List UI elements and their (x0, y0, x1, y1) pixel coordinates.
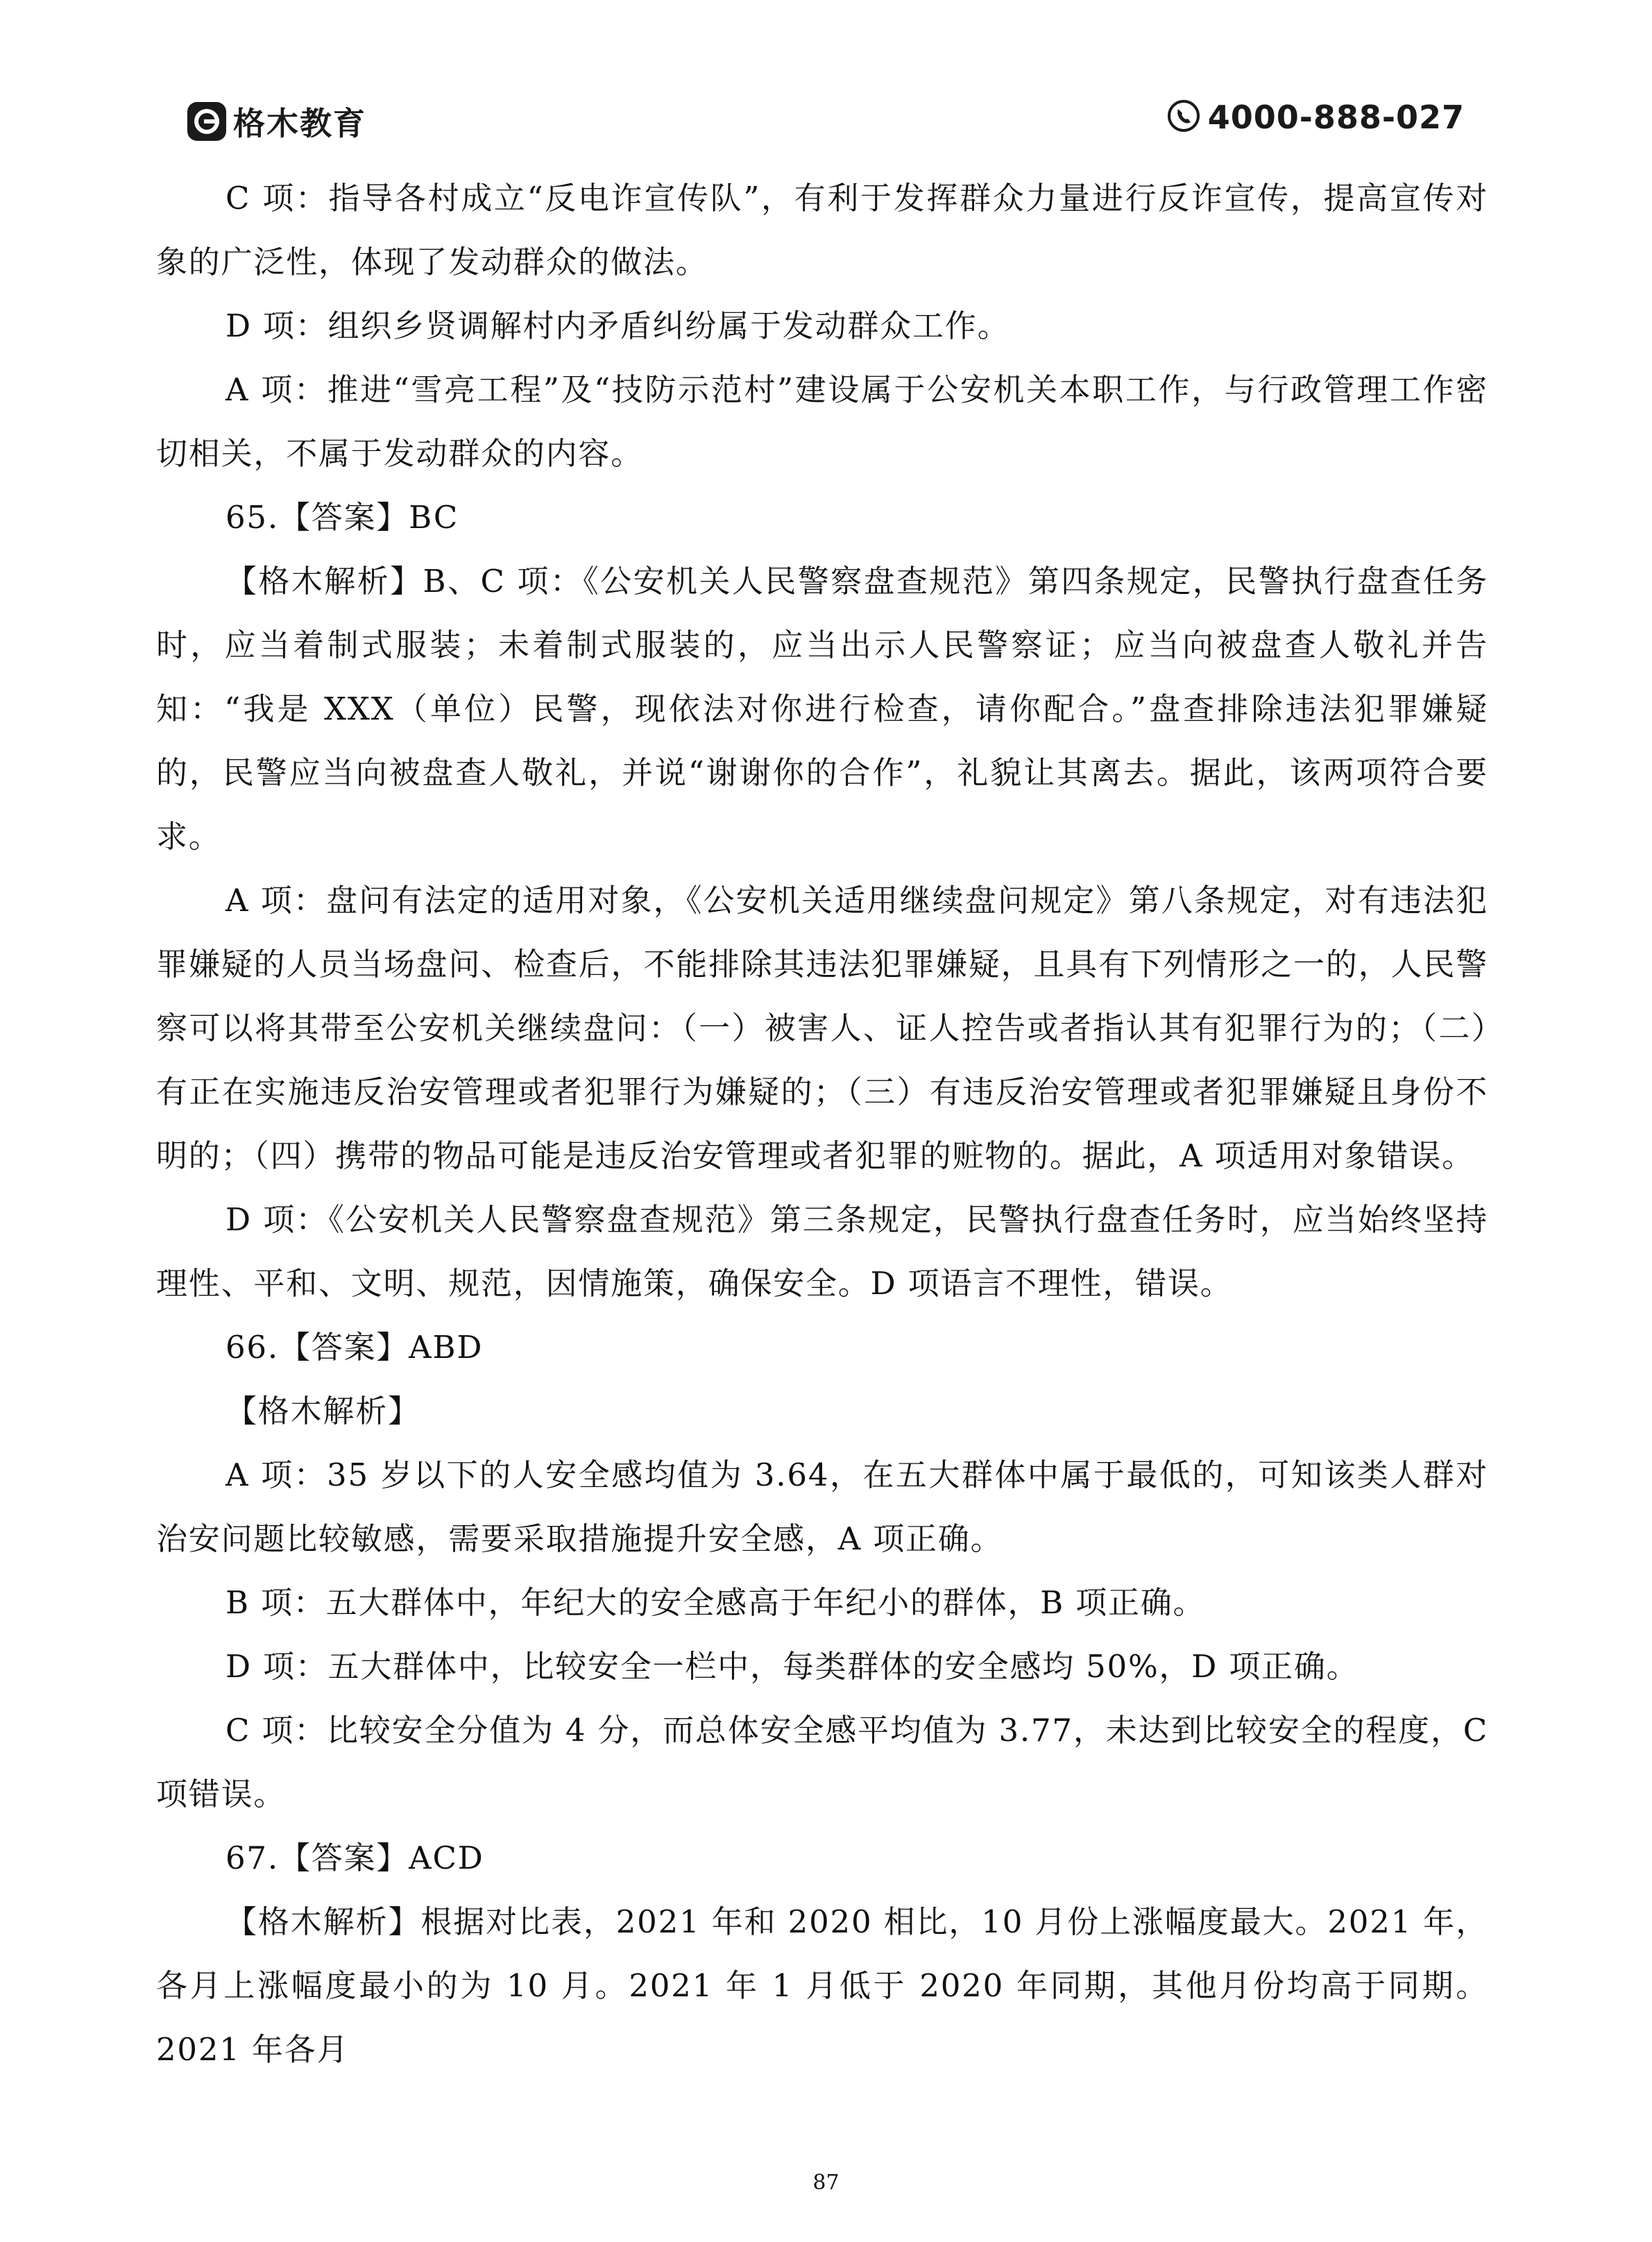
page-number: 87 (812, 2171, 840, 2195)
paragraph: A 项：盘问有法定的适用对象，《公安机关适用继续盘问规定》第八条规定，对有违法犯罪嫌疑的人员当场盘问、检查后，不能排除其违法犯罪嫌疑，且具有下列情形之一的，人民警察可以将其带至公安机关继续盘问：（一）被害人、证人控告或者指认其有犯罪行为的；（二）有正在实施违反治安管理或者犯罪行为嫌疑的；（三）有违反治安管理或者犯罪嫌疑且身份不明的；（四）携带的物品可能是违反治安管理或者犯罪的赃物的。据此，A 项适用对象错误。 (156, 882, 1488, 1174)
answer-heading: 67.【答案】ACD (225, 1840, 484, 1876)
paragraph: C 项：指导各村成立“反电诈宣传队”，有利于发挥群众力量进行反诈宣传，提高宣传对象的广泛性，体现了发动群众的做法。 (156, 180, 1488, 280)
analysis-heading: 【格木解析】 (225, 1393, 420, 1429)
paragraph: B 项：五大群体中，年纪大的安全感高于年纪小的群体，B 项正确。 (225, 1584, 1206, 1621)
brand-logo-icon (187, 102, 226, 141)
phone-contact (1166, 99, 1465, 136)
brand-logo (187, 99, 366, 144)
phone-number: 4000-888-027 (1207, 99, 1465, 136)
paragraph: 【格木解析】根据对比表，2021 年和 2020 相比，10 月份上涨幅度最大。2021 年，各月上涨幅度最小的为 10 月。2021 年 1 月低于 2020 年同期，其他月份均高于同期。2021 年各月 (156, 1903, 1488, 2068)
answer-heading: 65.【答案】BC (225, 499, 459, 536)
paragraph: 【格木解析】B、C 项：《公安机关人民警察盘查规范》第四条规定，民警执行盘查任务时，应当着制式服装；未着制式服装的，应当出示人民警察证；应当向被盘查人敬礼并告知：“我是 XXX（单位）民警，现依法对你进行检查，请你配合。”盘查排除违法犯罪嫌疑的，民警应当向被盘查人敬礼，并说“谢谢你的合作”，礼貌让其离去。据此，该两项符合要求。 (156, 563, 1488, 855)
paragraph: D 项：五大群体中，比较安全一栏中，每类群体的安全感均 50%，D 项正确。 (225, 1648, 1359, 1685)
phone-icon (1166, 99, 1201, 136)
paragraph: D 项：组织乡贤调解村内矛盾纠纷属于发动群众工作。 (225, 307, 1010, 344)
paragraph: D 项：《公安机关人民警察盘查规范》第三条规定，民警执行盘查任务时，应当始终坚持理性、平和、文明、规范，因情施策，确保安全。D 项语言不理性，错误。 (156, 1201, 1488, 1302)
document-body (156, 167, 1488, 2082)
brand-name: 格木教育 (233, 105, 366, 142)
answer-heading: 66.【答案】ABD (225, 1329, 484, 1366)
page-header (187, 99, 1465, 154)
paragraph: A 项：推进“雪亮工程”及“技防示范村”建设属于公安机关本职工作，与行政管理工作密切相关，不属于发动群众的内容。 (156, 371, 1488, 472)
paragraph: A 项：35 岁以下的人安全感均值为 3.64，在五大群体中属于最低的，可知该类人群对治安问题比较敏感，需要采取措施提升安全感，A 项正确。 (156, 1457, 1488, 1557)
paragraph: C 项：比较安全分值为 4 分，而总体安全感平均值为 3.77，未达到比较安全的程度，C 项错误。 (156, 1712, 1488, 1812)
